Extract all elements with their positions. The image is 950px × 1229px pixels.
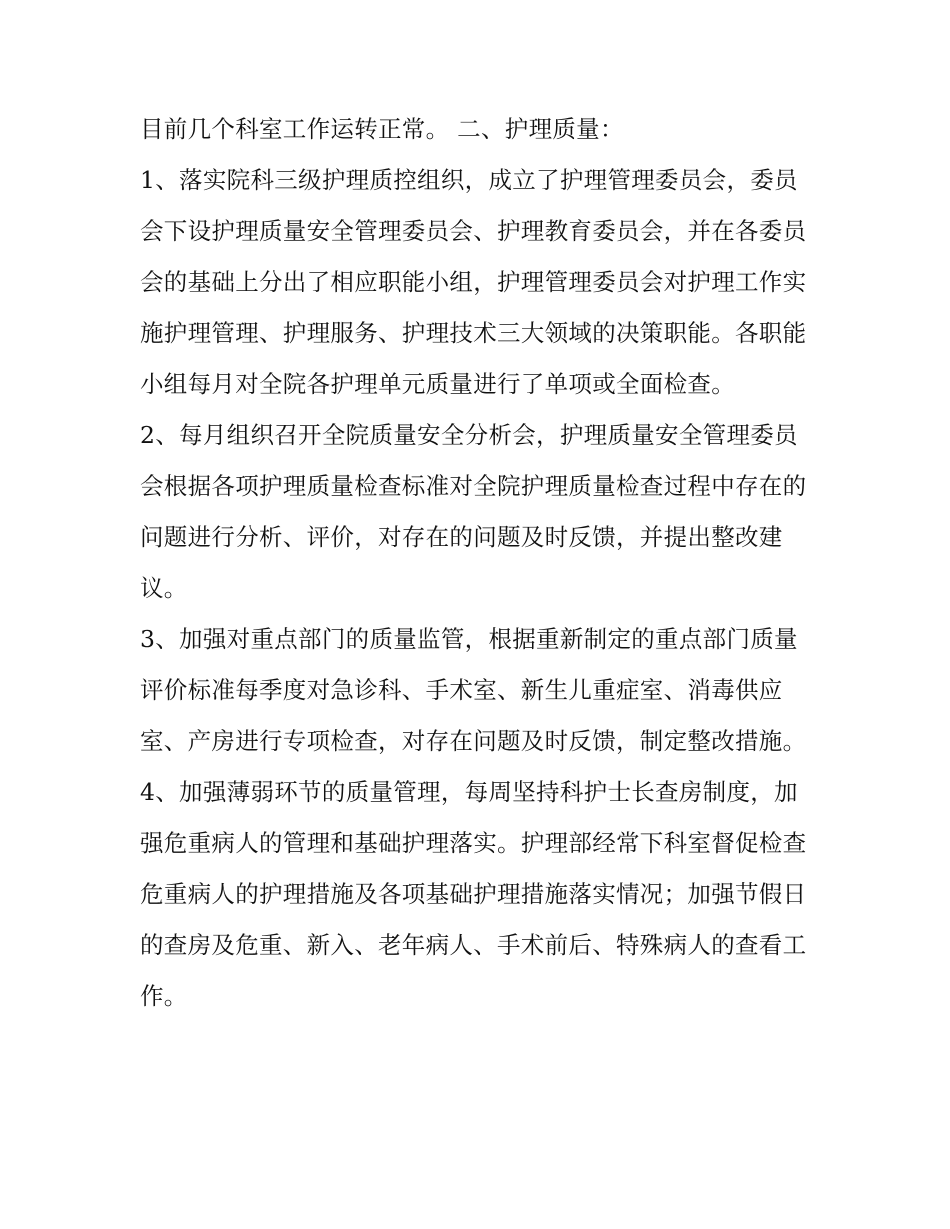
- paragraph-item-3: 3、加强对重点部门的质量监管，根据重新制定的重点部门质量评价标准每季度对急诊科、手术室、新生儿重症室、消毒供应室、产房进行专项检查，对存在问题及时反馈，制定整改措施。: [140, 625, 807, 755]
- paragraph-item-2: 2、每月组织召开全院质量安全分析会，护理质量安全管理委员会根据各项护理质量检查标准对全院护理质量检查过程中存在的问题进行分析、评价，对存在的问题及时反馈，并提出整改建议。: [140, 421, 807, 602]
- paragraph-item-1: 1、落实院科三级护理质控组织，成立了护理管理委员会，委员会下设护理质量安全管理委员会、护理教育委员会，并在各委员会的基础上分出了相应职能小组，护理管理委员会对护理工作实施护理管理、护理服务、护理技术三大领域的决策职能。各职能小组每月对全院各护理单元质量进行了单项或全面检查。: [140, 166, 807, 398]
- paragraph-intro: 目前几个科室工作运转正常。 二、护理质量：: [140, 115, 624, 143]
- paragraph-item-4: 4、加强薄弱环节的质量管理，每周坚持科护士长查房制度，加强危重病人的管理和基础护理落实。护理部经常下科室督促检查危重病人的护理措施及各项基础护理措施落实情况；加强节假日的查房及危重、新入、老年病人、手术前后、特殊病人的查看工作。: [140, 778, 807, 1010]
- document-body: [140, 104, 816, 1022]
